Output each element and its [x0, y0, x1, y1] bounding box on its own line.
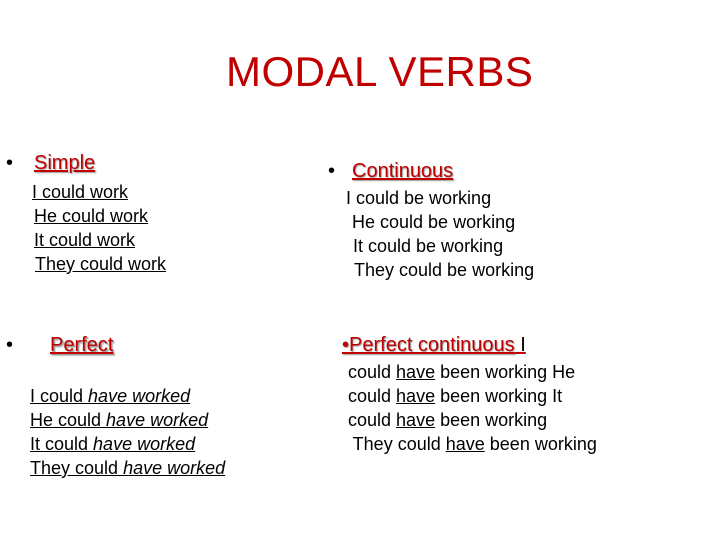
heading-perfect-continuous: •Perfect continuous I [342, 334, 526, 356]
perfect-line: It could have worked [30, 434, 196, 454]
simple-line: They could work [35, 254, 167, 274]
perfect-continuous-line: could have been working [348, 410, 548, 430]
heading-simple: Simple [34, 152, 96, 174]
continuous-list [346, 186, 534, 282]
perfect-continuous-list [348, 360, 597, 456]
simple-line: He could work [34, 206, 149, 226]
continuous-line: It could be working [353, 236, 504, 256]
simple-list [30, 180, 166, 276]
continuous-line: They could be working [354, 260, 535, 280]
continuous-line: I could be working [346, 188, 492, 208]
perfect-continuous-line: could have been working He [348, 362, 576, 382]
perfect-list [30, 384, 225, 480]
perfect-line: They could have worked [30, 458, 226, 478]
heading-continuous: Continuous [352, 160, 454, 182]
perfect-line: I could have worked [30, 386, 191, 406]
simple-line: I could work [32, 182, 129, 202]
perfect-continuous-line: They could have been working [348, 434, 597, 454]
bullet-continuous: • [328, 160, 336, 182]
perfect-continuous-line: could have been working It [348, 386, 563, 406]
continuous-line: He could be working [352, 212, 516, 232]
page-title: MODAL VERBS [226, 48, 534, 95]
bullet-perfect: • [6, 334, 14, 356]
heading-perfect: Perfect [50, 334, 114, 356]
bullet-simple: • [6, 152, 14, 174]
perfect-line: He could have worked [30, 410, 209, 430]
simple-line: It could work [34, 230, 136, 250]
